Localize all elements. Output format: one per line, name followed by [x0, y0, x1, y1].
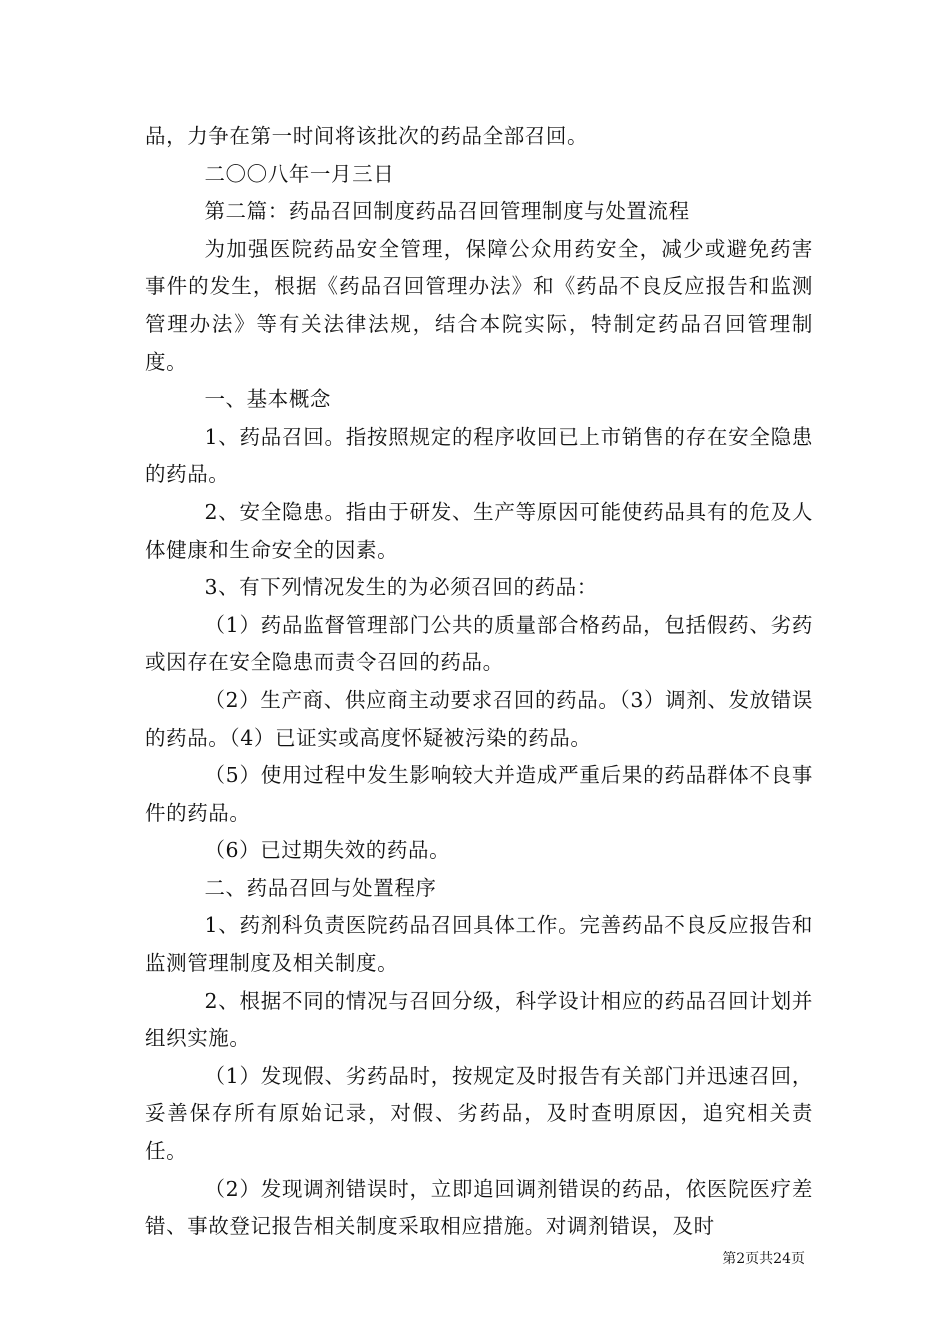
paragraph: 品，力争在第一时间将该批次的药品全部召回。: [145, 124, 589, 148]
paragraph: （1）发现假、劣药品时，按规定及时报告有关部门并迅速召回，妥善保存所有原始记录，对假、劣药品，及时查明原因，追究相关责任。: [145, 1063, 813, 1164]
paragraph: 1、药品召回。指按照规定的程序收回已上市销售的存在安全隐患的药品。: [145, 424, 813, 487]
paragraph: 为加强医院药品安全管理，保障公众用药安全，减少或避免药害事件的发生，根据《药品召回管理办法》和《药品不良反应报告和监测管理办法》等有关法律法规，结合本院实际，特制定药品召回管理制度。: [145, 236, 813, 374]
paragraph: （2）发现调剂错误时，立即追回调剂错误的药品，依医院医疗差错、事故登记报告相关制度采取相应措施。对调剂错误，及时: [145, 1176, 813, 1239]
paragraph: 二、药品召回与处置程序: [204, 875, 437, 900]
document-body: [145, 118, 813, 1246]
paragraph: （1）药品监督管理部门公共的质量部合格药品，包括假药、劣药或因存在安全隐患而责令召回的药品。: [145, 612, 813, 675]
page-number: 第2页共24页: [722, 1251, 805, 1267]
paragraph: 二〇〇八年一月三日: [204, 161, 395, 186]
paragraph: 1、药剂科负责医院药品召回具体工作。完善药品不良反应报告和监测管理制度及相关制度。: [145, 913, 813, 976]
paragraph: （6）已过期失效的药品。: [204, 838, 451, 863]
paragraph: （2）生产商、供应商主动要求召回的药品。（3）调剂、发放错误的药品。（4）已证实或高度怀疑被污染的药品。: [145, 687, 813, 750]
paragraph: 2、安全隐患。指由于研发、生产等原因可能使药品具有的危及人体健康和生命安全的因素。: [145, 499, 813, 562]
paragraph: （5）使用过程中发生影响较大并造成严重后果的药品群体不良事件的药品。: [145, 763, 813, 825]
paragraph: 一、基本概念: [204, 387, 332, 412]
paragraph: 3、有下列情况发生的为必须召回的药品：: [204, 575, 598, 600]
paragraph: 第二篇：药品召回制度药品召回管理制度与处置流程: [204, 199, 690, 224]
paragraph: 2、根据不同的情况与召回分级，科学设计相应的药品召回计划并组织实施。: [145, 988, 813, 1051]
